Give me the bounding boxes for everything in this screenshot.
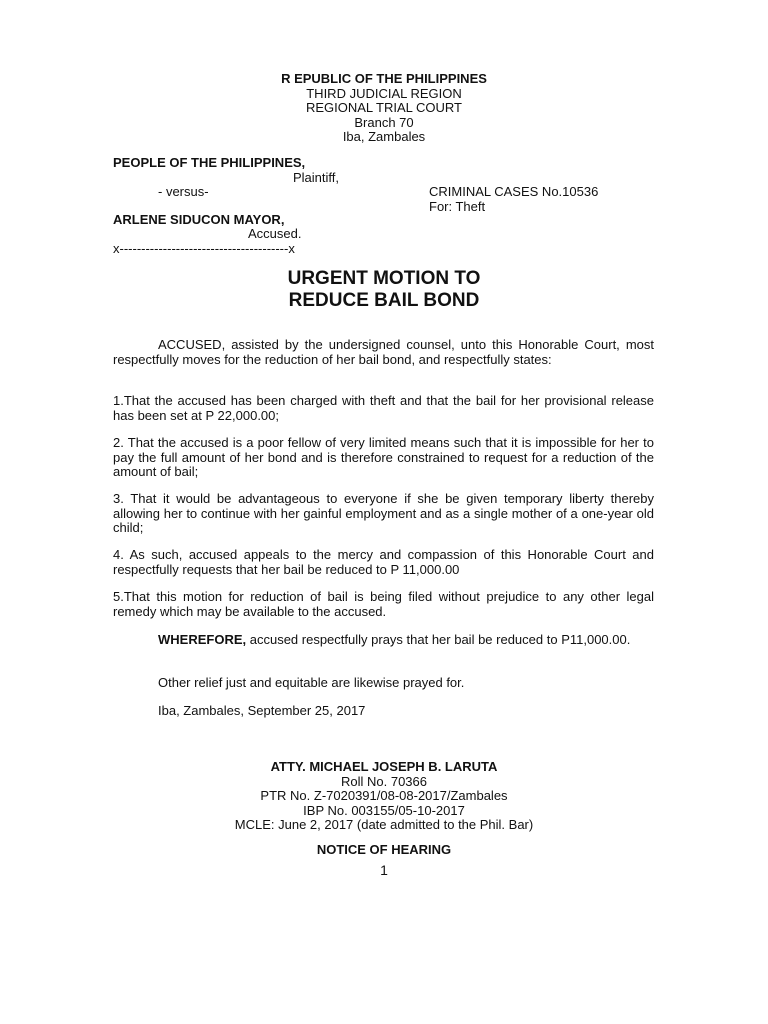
roll-number: Roll No. 70366 [341, 773, 427, 789]
motion-title-line1: URGENT MOTION TO [287, 268, 481, 289]
paragraph-2: 2. That the accused is a poor fellow of very limited means such that it is impossible for her to pay the full amount of her bond and is therefore constrained to request for a reduction of the amount of bail; [113, 435, 654, 479]
accused-role: Accused. [248, 226, 302, 241]
page-number: 1 [380, 862, 388, 878]
wherefore-text: accused respectfully prays that her bail be reduced to P11,000.00. [246, 632, 631, 647]
accused-name: ARLENE SIDUCON MAYOR, [113, 212, 285, 227]
court-branch: Branch 70 [354, 114, 414, 130]
ptr-number: PTR No. Z-7020391/08-08-2017/Zambales [260, 788, 508, 803]
republic-heading: R EPUBLIC OF THE PHILIPPINES [281, 71, 487, 86]
paragraph-4: 4. As such, accused appeals to the mercy and compassion of this Honorable Court and respectfully requests that her bail be reduced to P 11,000.00 [113, 547, 654, 577]
paragraph-5: 5.That this motion for reduction of bail is being filed without prejudice to any other legal remedy which may be available to the accused. [113, 589, 654, 619]
court-caption [0, 72, 768, 145]
wherefore-paragraph [113, 633, 654, 648]
signature-block [0, 760, 768, 833]
case-number: CRIMINAL CASES No.10536 [429, 184, 599, 199]
place-and-date: Iba, Zambales, September 25, 2017 [158, 703, 366, 718]
court-location: Iba, Zambales [342, 129, 426, 144]
mcle-info: MCLE: June 2, 2017 (date admitted to the Phil. Bar) [234, 817, 534, 832]
other-relief: Other relief just and equitable are likewise prayed for. [158, 675, 465, 690]
motion-title [0, 268, 768, 312]
ibp-number: IBP No. 003155/05-10-2017 [303, 802, 465, 818]
plaintiff-name: PEOPLE OF THE PHILIPPINES, [113, 155, 306, 170]
motion-title-line2: REDUCE BAIL BOND [288, 290, 480, 311]
caption-separator: x---------------------------------------x [113, 241, 295, 256]
case-offense: For: Theft [429, 199, 486, 214]
intro-paragraph: ACCUSED, assisted by the undersigned counsel, unto this Honorable Court, most respectfully moves for the reduction of her bail bond, and respectfully states: [113, 337, 654, 367]
paragraph-1: 1.That the accused has been charged with theft and that the bail for her provisional release has been set at P 22,000.00; [113, 393, 654, 423]
judicial-region: THIRD JUDICIAL REGION [306, 85, 462, 101]
plaintiff-role: Plaintiff, [293, 170, 340, 185]
paragraph-3: 3. That it would be advantageous to everyone if she be given temporary liberty thereby allowing her to continue with her gainful employment and as a single mother of a one-year old child; [113, 491, 654, 535]
notice-of-hearing-heading: NOTICE OF HEARING [316, 842, 452, 857]
wherefore-label: WHEREFORE, [158, 632, 247, 647]
counsel-name: ATTY. MICHAEL JOSEPH B. LARUTA [270, 759, 498, 774]
versus-label: - versus- [158, 184, 209, 199]
court-name: REGIONAL TRIAL COURT [305, 100, 463, 115]
